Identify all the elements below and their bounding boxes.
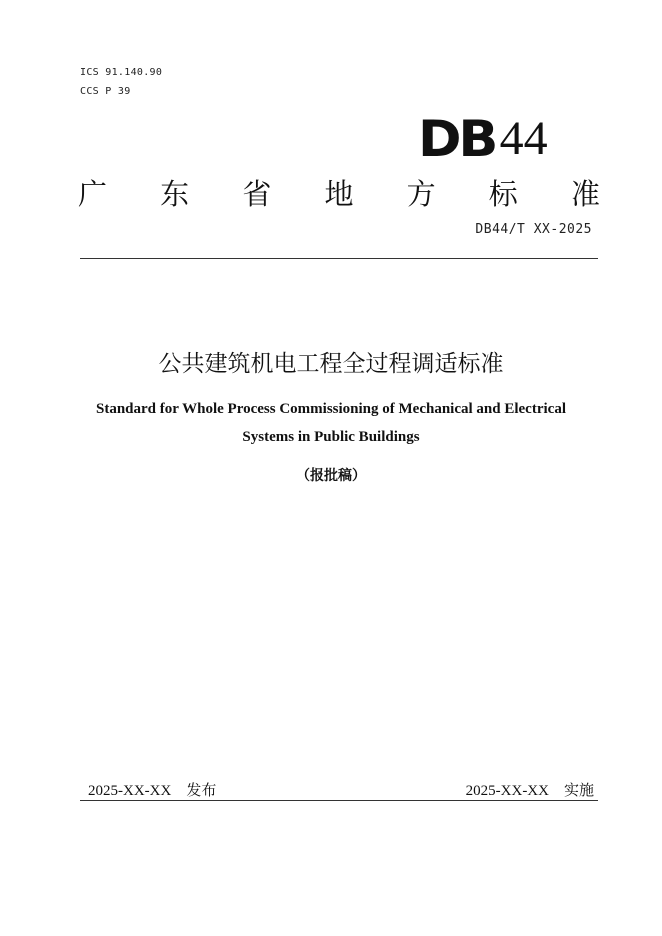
- chinese-title: 公共建筑机电工程全过程调适标准: [158, 351, 504, 377]
- ccs-code: CCS P 39: [80, 86, 131, 97]
- implement-label: 实施: [563, 781, 594, 799]
- english-title-line: Standard for Whole Process Commissioning of Mechanical and Electrical: [96, 401, 566, 417]
- top-divider: [80, 258, 598, 259]
- implement-date: 2025-XX-XX: [465, 783, 549, 799]
- publish-date-block: [88, 779, 216, 802]
- standard-number: DB44/T XX-2025: [475, 222, 592, 237]
- standard-type-char: 方: [406, 177, 436, 211]
- english-title-line: Systems in Public Buildings: [242, 429, 420, 445]
- standard-type-char: 省: [242, 177, 272, 211]
- publish-date: 2025-XX-XX: [88, 783, 172, 799]
- implement-date-block: [466, 779, 594, 802]
- publish-label: 发布: [186, 781, 217, 799]
- standard-type-char: 东: [160, 177, 190, 211]
- standard-type-char: 标: [488, 177, 518, 211]
- english-title: [60, 395, 602, 451]
- ics-code: ICS 91.140.90: [80, 67, 163, 78]
- standard-type-char: 广: [78, 177, 108, 211]
- draft-status: （报批稿）: [296, 468, 366, 484]
- bottom-divider: [80, 800, 598, 801]
- standard-type-char: 准: [570, 177, 600, 211]
- standard-type-char: 地: [324, 177, 354, 211]
- region-code: 44: [499, 112, 548, 165]
- db-logo-mark: DB: [418, 110, 496, 168]
- db44-logo: [418, 108, 548, 168]
- standard-type-heading: [78, 174, 600, 214]
